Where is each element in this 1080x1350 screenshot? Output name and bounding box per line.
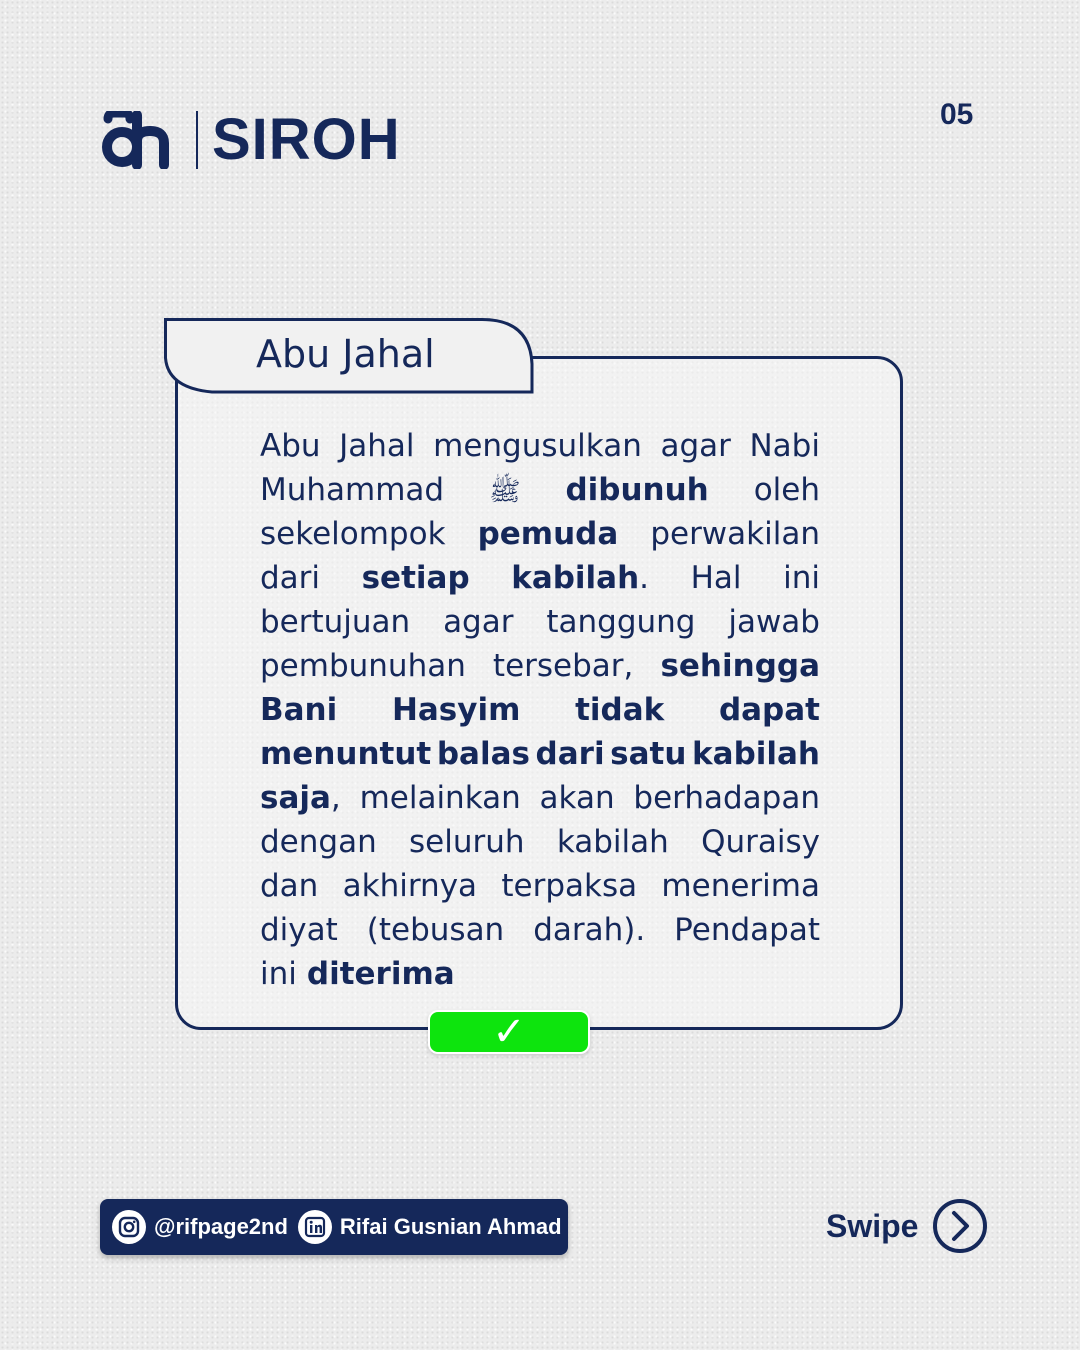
paragraph-word: kabilah bbox=[556, 824, 669, 860]
paragraph-word: oleh bbox=[753, 472, 820, 508]
paragraph-word: diterima bbox=[306, 956, 455, 992]
paragraph-line bbox=[260, 908, 820, 952]
paragraph-word: Abu bbox=[260, 428, 321, 464]
paragraph-word: pembunuhan bbox=[260, 648, 466, 684]
linkedin-icon[interactable] bbox=[298, 1210, 332, 1244]
paragraph-word: menuntut bbox=[260, 736, 432, 772]
paragraph-word: Jahal bbox=[339, 428, 415, 464]
paragraph-word: Muhammad bbox=[260, 472, 445, 508]
page-title: SIROH bbox=[212, 107, 401, 172]
card-tab bbox=[164, 318, 532, 392]
paragraph-word: perwakilan bbox=[650, 516, 820, 552]
paragraph-word: terpaksa bbox=[501, 868, 638, 904]
social-bar bbox=[100, 1199, 568, 1255]
paragraph-line bbox=[260, 468, 820, 512]
paragraph-word: pemuda bbox=[477, 516, 619, 552]
paragraph-line bbox=[260, 424, 820, 468]
paragraph-word: dari bbox=[535, 736, 605, 772]
honorific-glyph: ﷺ bbox=[489, 477, 521, 507]
paragraph-word: Quraisy bbox=[701, 824, 820, 860]
paragraph-word: tersebar, bbox=[492, 648, 634, 684]
linkedin-name[interactable]: Rifai Gusnian Ahmad bbox=[339, 1214, 562, 1239]
paragraph-word: agar bbox=[443, 604, 514, 640]
dh-logo-icon bbox=[100, 111, 174, 169]
chevron-right-circle-icon[interactable] bbox=[932, 1198, 988, 1254]
brand-header bbox=[100, 108, 520, 172]
paragraph-word: Hasyim bbox=[391, 692, 521, 728]
check-badge bbox=[428, 1010, 590, 1054]
paragraph-word: dapat bbox=[718, 692, 820, 728]
paragraph-line bbox=[260, 512, 820, 556]
paragraph-line bbox=[260, 864, 820, 908]
logo-divider bbox=[196, 111, 198, 169]
paragraph-word: Nabi bbox=[749, 428, 820, 464]
paragraph-word: (tebusan bbox=[366, 912, 505, 948]
paragraph-word: menerima bbox=[661, 868, 820, 904]
paragraph-line bbox=[260, 688, 820, 732]
paragraph-word: Bani bbox=[260, 692, 338, 728]
paragraph-word: kabilah. bbox=[511, 560, 650, 596]
paragraph-word: saja, bbox=[260, 780, 341, 816]
paragraph-word: satu bbox=[610, 736, 687, 772]
paragraph-word: dari bbox=[260, 560, 321, 596]
paragraph-word: diyat bbox=[260, 912, 338, 948]
paragraph-line bbox=[260, 644, 820, 688]
paragraph-word: darah). bbox=[533, 912, 646, 948]
paragraph-line bbox=[260, 952, 820, 996]
paragraph-word: ini bbox=[260, 956, 297, 992]
paragraph-line bbox=[260, 776, 820, 820]
paragraph-word: setiap bbox=[361, 560, 470, 596]
paragraph-word: berhadapan bbox=[633, 780, 820, 816]
paragraph-line bbox=[260, 820, 820, 864]
paragraph-word: mengusulkan bbox=[433, 428, 642, 464]
paragraph-word: dan bbox=[260, 868, 319, 904]
paragraph-word: kabilah bbox=[692, 736, 820, 772]
body-paragraph bbox=[260, 424, 820, 996]
paragraph-word: tanggung bbox=[546, 604, 696, 640]
paragraph-word: ini bbox=[783, 560, 820, 596]
swipe-label: Swipe bbox=[826, 1207, 919, 1244]
paragraph-line bbox=[260, 556, 820, 600]
page-number: 05 bbox=[940, 98, 974, 131]
paragraph-line bbox=[260, 600, 820, 644]
paragraph-word: sekelompok bbox=[260, 516, 446, 552]
instagram-icon[interactable] bbox=[112, 1210, 146, 1244]
paragraph-line bbox=[260, 732, 820, 776]
checkmark-icon: ✓ bbox=[492, 1009, 526, 1055]
card-title: Abu Jahal bbox=[256, 332, 435, 376]
paragraph-word: bertujuan bbox=[260, 604, 411, 640]
paragraph-word: tidak bbox=[575, 692, 665, 728]
paragraph-word: Pendapat bbox=[674, 912, 820, 948]
paragraph-word: akan bbox=[539, 780, 615, 816]
paragraph-word: seluruh bbox=[409, 824, 525, 860]
paragraph-word: dibunuh bbox=[565, 472, 709, 508]
instagram-handle[interactable]: @rifpage2nd bbox=[154, 1214, 288, 1239]
paragraph-word: akhirnya bbox=[342, 868, 478, 904]
paragraph-word: melainkan bbox=[359, 780, 521, 816]
paragraph-word: balas bbox=[436, 736, 530, 772]
paragraph-word: Hal bbox=[690, 560, 742, 596]
paragraph-word: sehingga bbox=[660, 648, 820, 684]
paragraph-word: agar bbox=[660, 428, 731, 464]
swipe-button[interactable] bbox=[826, 1198, 988, 1254]
paragraph-word: jawab bbox=[728, 604, 820, 640]
paragraph-word: dengan bbox=[260, 824, 377, 860]
